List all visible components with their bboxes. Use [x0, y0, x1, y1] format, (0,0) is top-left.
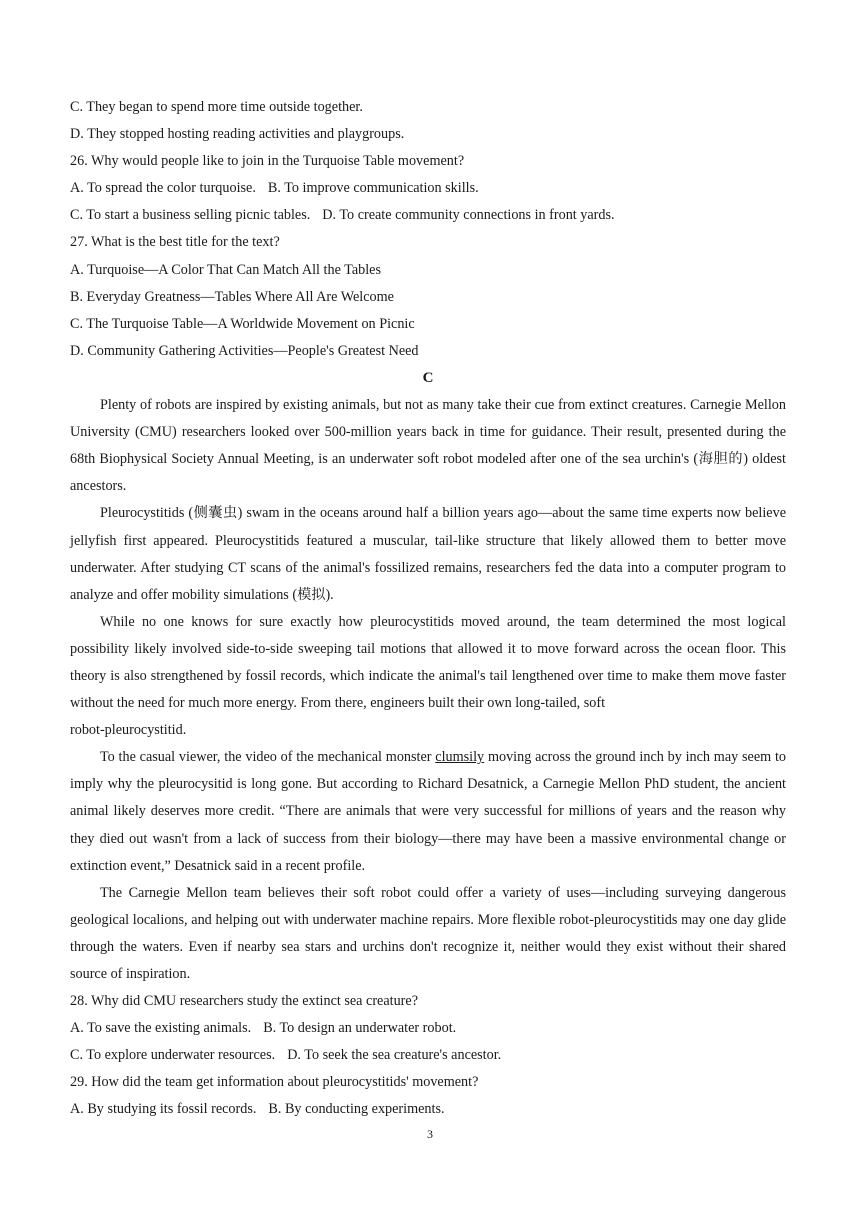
paragraph-4-start: To the casual viewer, the video of the mechanical monster [100, 749, 436, 766]
q28-option-a: A. To save the existing animals. [70, 1020, 252, 1037]
passage-paragraph-1: Plenty of robots are inspired by existing animals, but not as many take their cue from extinct creatures. Carnegie Mellon University (CMU) researchers looked over 500-million years back in time for guidance. Their result, presented during the 68th Biophysical Society Annual Meeting, is an underwater soft robot modeled after one of the sea urchin's (海胆的) oldest ancestors. [70, 397, 786, 495]
q28-option-d: D. To seek the sea creature's ancestor. [287, 1047, 502, 1064]
q26-options-cd [70, 202, 786, 229]
passage-paragraph-3-body: While no one knows for sure exactly how pleurocystitids moved around, the team determined the most logical possibility likely involved side-to-side sweeping tail motions that allowed it to move forward across the ocean floor. This theory is also strengthened by fossil records, which indicate the animal's tail lengthened over time to make them move faster without the need for much more energy. From there, engineers built their own long-tailed, soft [70, 613, 786, 712]
q29-options-ab [70, 1096, 786, 1123]
q26-option-b: B. To improve communication skills. [267, 180, 479, 197]
q28-options-cd [70, 1042, 786, 1069]
q26-options-ab [70, 175, 786, 202]
q29-question: 29. How did the team get information about pleurocystitids' movement? [70, 1074, 479, 1091]
q25-option-d: D. They stopped hosting reading activities and playgroups. [70, 126, 405, 143]
passage-paragraph-5: The Carnegie Mellon team believes their soft robot could offer a variety of uses—including surveying dangerous geological localions, and helping out with underwater machine repairs. More flexible robot-pleurocystitids may one day glide through the waters. Even if nearby sea stars and urchins don't recognize it, neither would they exist without their shared source of inspiration. [70, 884, 786, 982]
passage-paragraph-3-tail: robot-pleurocystitid. [70, 722, 187, 739]
passage-paragraph-2: Pleurocystitids (侧囊虫) swam in the oceans around half a billion years ago—about the same time experts now believe jellyfish first appeared. Pleurocystitids featured a muscular, tail-like structure that likely allowed them to better move underwater. After studying CT scans of the animal's fossilized remains, researchers fed the data into a computer program to analyze and offer mobility simulations (模拟). [70, 505, 786, 603]
underlined-word: clumsily [435, 749, 485, 766]
q26-question: 26. Why would people like to join in the Turquoise Table movement? [70, 153, 465, 170]
document-page [70, 94, 786, 1124]
q27-option-a: A. Turquoise—A Color That Can Match All the Tables [70, 261, 381, 278]
q29-option-a: A. By studying its fossil records. [70, 1101, 257, 1118]
q26-option-d: D. To create community connections in front yards. [322, 207, 615, 224]
q27-option-b: B. Everyday Greatness—Tables Where All Are Welcome [70, 288, 394, 305]
q27-question: 27. What is the best title for the text? [70, 234, 280, 251]
q28-question: 28. Why did CMU researchers study the extinct sea creature? [70, 993, 418, 1010]
page-number: 3 [427, 1127, 433, 1141]
passage-paragraph-3 [70, 609, 786, 717]
section-heading: C [422, 369, 434, 386]
q25-option-c: C. They began to spend more time outside together. [70, 99, 363, 115]
q26-option-a: A. To spread the color turquoise. [70, 180, 256, 197]
q28-option-b: B. To design an underwater robot. [263, 1020, 457, 1037]
paragraph-4-rest: moving across the ground inch by inch may seem to imply why the pleurocysitid is long gone. But according to Richard Desatnick, a Carnegie Mellon PhD student, the ancient animal likely deserves more credit. “There are animals that were very successful for millions of years and the reason why they died out wasn't from a lack of success from their biology—there may have been a massive environmental change or extinction event,” Desatnick said in a recent profile. [70, 749, 786, 874]
q27-option-d: D. Community Gathering Activities—People's Greatest Need [70, 342, 419, 359]
q28-options-ab [70, 1015, 786, 1042]
q26-option-c: C. To start a business selling picnic tables. [70, 207, 311, 224]
q28-option-c: C. To explore underwater resources. [70, 1047, 276, 1064]
q29-option-b: B. By conducting experiments. [268, 1101, 445, 1118]
passage-paragraph-4 [70, 744, 786, 879]
q27-option-c: C. The Turquoise Table—A Worldwide Movement on Picnic [70, 315, 415, 332]
